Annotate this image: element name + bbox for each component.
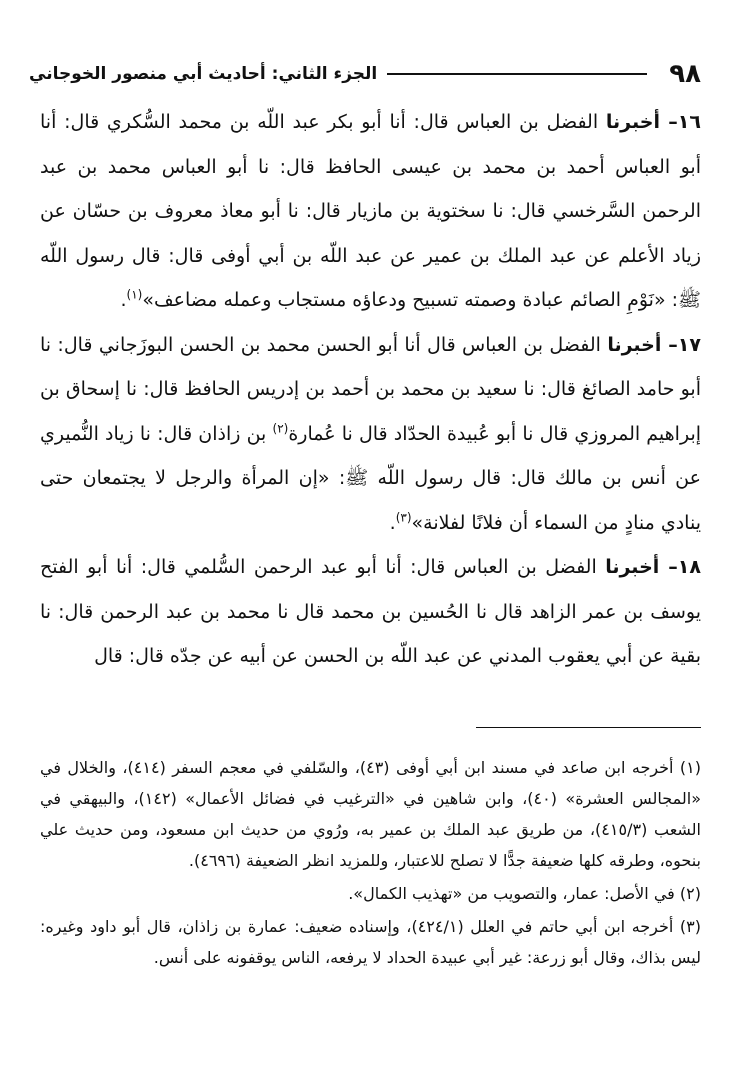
footnote-ref[interactable]: (٣) <box>395 510 412 525</box>
footnote-text: أخرجه ابن صاعد في مسند ابن أبي أوفى (٤٣)، والسّلفي في معجم السفر (٤١٤)، والخلال في «المجالس العشرة» (٤٠)، وابن شاهين في «الترغيب في فضائل الأعمال» (١٤٢)، والبيهقي في الشعب (٤١٥/٣)، من طريق عبد الملك بن عمير به، ورُوي من حديث ابن مسعود، ومن حديث علي بنحوه، وطرقه كلها ضعيفة جدًّا لا تصلح للاعتبار، وللمزيد انظر الضعيفة (٤٦٩٦). <box>40 757 702 870</box>
hadith-16: ١٦– أخبرنا الفضل بن العباس قال: أنا أبو بكر عبد اللّه بن محمد السُّكري قال: أنا أبو العباس أحمد بن محمد بن عيسى الحافظ قال: نا أبو العباس محمد بن عبد الرحمن السَّرخسي قال: نا سختوية بن مازيار قال: نا أبو معاذ معروف بن حسّان عن زياد الأعلم عن عبد الملك بن عمير عن عبد اللّه بن أبي أوفى قال: قال رسول اللّه ﷺ: «نَوْمِ الصائم عبادة وصمته تسبيح ودعاؤه مستجاب وعمله مضاعف»$^{(١)}$. <box>40 111 701 311</box>
footnote-ref[interactable]: (١) <box>126 287 143 302</box>
hadith-text-continued: بن زاذان قال: نا زياد النُّميري عن أنس بن مالك قال: قال رسول اللّه ﷺ: «إن المرأة والرجل لا يجتمعان حتى ينادي منادٍ من السماء أن فلانًا لفلانة» <box>40 422 701 534</box>
hadith-text: الفضل بن العباس قال: أنا أبو عبد الرحمن السُّلمي قال: أنا أبو الفتح يوسف بن عمر الزاهد قال نا الحُسين بن محمد قال نا محمد بن عبد الرحمن قال: نا بقية عن أبي يعقوب المدني عن عبد اللّه بن الحسن عن أبيه عن جدّه قال: قال <box>40 556 701 667</box>
footnote-divider <box>476 727 701 728</box>
hadith-number: ١٨ <box>677 556 701 578</box>
footnote-ref[interactable]: (٢) <box>272 421 289 436</box>
hadith-number: ١٦ <box>677 111 701 133</box>
running-title: الجزء الثاني: أحاديث أبي منصور الخوجاني <box>29 64 378 84</box>
hadith-lead: أخبرنا <box>605 556 660 578</box>
footnote-text: أخرجه ابن أبي حاتم في العلل (٤٢٤/١)، وإسناده ضعيف: عمارة بن زاذان، قال أبو داود وغيره: ليس بذاك، وقال أبو زرعة: غير أبي عبيدة الحداد لا يرفعه، الناس يوقفونه على أنس. <box>40 916 701 967</box>
footnote-3 <box>40 911 701 973</box>
hadith-lead: أخبرنا <box>607 333 662 356</box>
hadith-number: ١٧ <box>677 333 701 356</box>
header-rule <box>387 73 647 75</box>
page-header <box>29 56 701 92</box>
hadith-lead: أخبرنا <box>605 111 660 133</box>
footnote-mark: (١) <box>679 757 702 777</box>
footnote-text: في الأصل: عمار، والتصويب من «تهذيب الكمال». <box>348 883 675 903</box>
footnote-1 <box>40 752 701 876</box>
footnotes <box>40 752 701 973</box>
hadith-text: الفضل بن العباس قال أنا أبو الحسن محمد بن الحسن البوزَجاني قال: نا أبو حامد الصائغ قال: نا سعيد بن محمد بن أحمد بن إدريس الحافظ قال: نا إسحاق بن إبراهيم المروزي قال نا أبو عُبيدة الحدّاد قال نا عُمارة <box>40 333 702 445</box>
hadith-17: ١٧– أخبرنا الفضل بن العباس قال أنا أبو الحسن محمد بن الحسن البوزَجاني قال: نا أبو حامد الصائغ قال: نا سعيد بن محمد بن أحمد بن إدريس الحافظ قال: نا إسحاق بن إبراهيم المروزي قال نا أبو عُبيدة الحدّاد قال نا عُمارة$^{(٢)}$ بن زاذان قال: نا زياد النُّميري عن أنس بن مالك قال: قال رسول اللّه ﷺ: «إن المرأة والرجل لا يجتمعان حتى ينادي منادٍ من السماء أن فلانًا لفلانة»$^{(٣)}$. <box>40 333 702 534</box>
page-number: ٩٨ <box>669 59 701 89</box>
hadith-tail: . <box>120 289 127 311</box>
footnote-mark: (٣) <box>679 916 701 936</box>
footnote-mark: (٢) <box>679 883 701 903</box>
main-text <box>40 100 701 679</box>
hadith-18: ١٨– أخبرنا الفضل بن العباس قال: أنا أبو عبد الرحمن السُّلمي قال: أنا أبو الفتح يوسف بن عمر الزاهد قال نا الحُسين بن محمد قال نا محمد بن عبد الرحمن قال: نا بقية عن أبي يعقوب المدني عن عبد اللّه بن الحسن عن أبيه عن جدّه قال: قال <box>40 556 701 667</box>
footnote-2 <box>40 878 701 909</box>
hadith-text: الفضل بن العباس قال: أنا أبو بكر عبد اللّه بن محمد السُّكري قال: أنا أبو العباس أحمد بن محمد بن عيسى الحافظ قال: نا أبو العباس محمد بن عبد الرحمن السَّرخسي قال: نا سختوية بن مازيار قال: نا أبو معاذ معروف بن حسّان عن زياد الأعلم عن عبد الملك بن عمير عن عبد اللّه بن أبي أوفى قال: قال رسول اللّه ﷺ: «نَوْمِ الصائم عبادة وصمته تسبيح ودعاؤه مستجاب وعمله مضاعف» <box>40 111 701 311</box>
hadith-tail: . <box>389 511 396 534</box>
